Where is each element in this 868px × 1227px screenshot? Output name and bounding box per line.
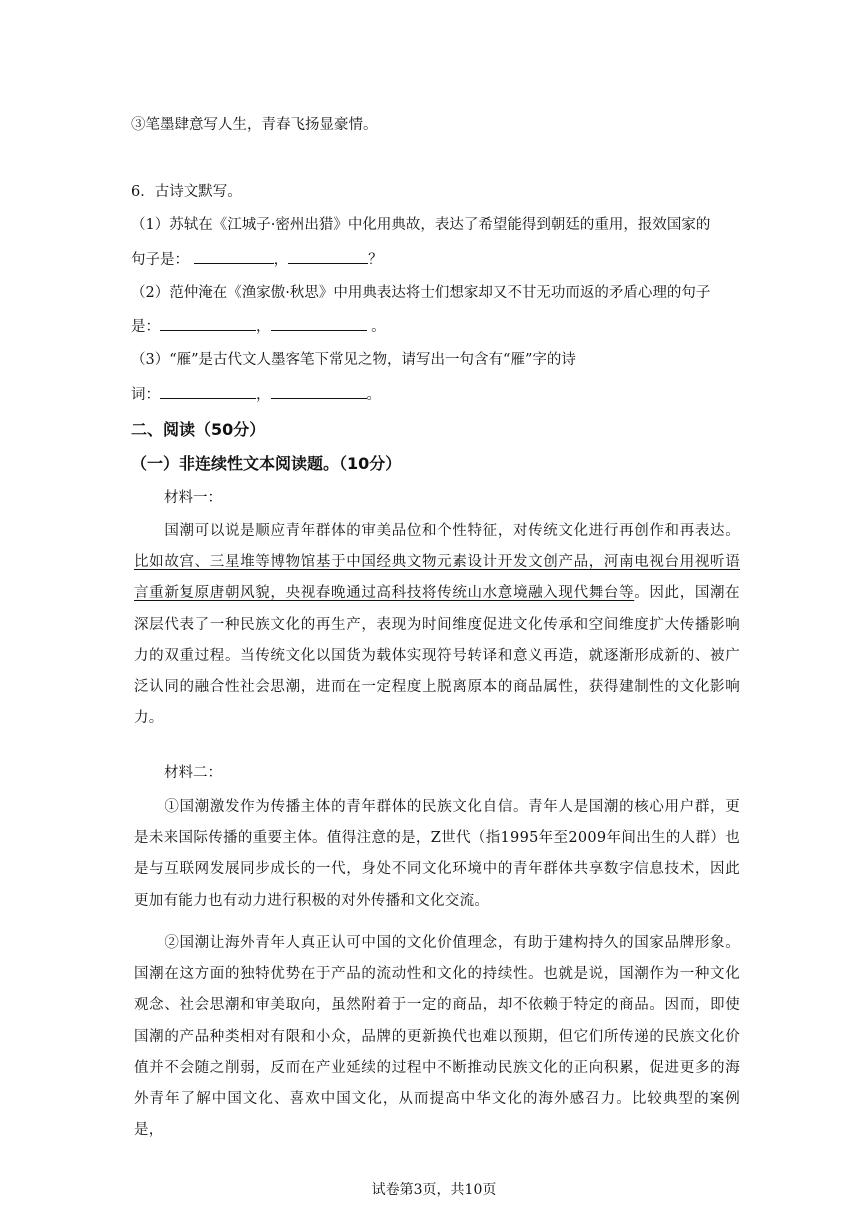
material-1-rest: 。因此，国潮在深层代表了一种民族文化的再生产，表现为时间维度促进文化传承和空间维度扩大传播影响力的双重过程。当传统文化以国货为载体实现符号转译和意义再造，就逐渐形成新的、被广泛认同的融合性社会思潮，进而在一定程度上脱离原本的商品属性，获得建制性的文化影响力。 xyxy=(134,585,740,727)
answer-end: ？ xyxy=(368,252,383,268)
answer-blank[interactable] xyxy=(160,316,256,331)
material-2-paragraph-2 xyxy=(134,928,740,1146)
answer-prefix: 是： xyxy=(131,319,160,335)
answer-blank[interactable] xyxy=(160,384,256,399)
question-6-2-answer-line xyxy=(131,316,386,337)
question-6-title: 6．古诗文默写。 xyxy=(131,184,242,200)
material-1-paragraph xyxy=(134,516,740,734)
question-6-3-prompt: （3）“雁”是古代文人墨客笔下常见之物，请写出一句含有“雁”字的诗 xyxy=(131,352,576,368)
material-1-label: 材料一： xyxy=(164,490,222,506)
material-1-underlined-examples: 比如故宫、三星堆等博物馆基于中国经典文物元素设计开发文创产品，河南电视台用视听语言重新复原唐朝风貌，央视春晚通过高科技将传统山水意境融入现代舞台等 xyxy=(134,554,740,602)
answer-blank[interactable] xyxy=(271,384,367,399)
page-footer: 试卷第3页，共10页 xyxy=(371,1182,497,1198)
answer-blank[interactable] xyxy=(288,249,368,264)
answer-end: 。 xyxy=(371,319,386,335)
question-6-1-answer-line xyxy=(131,249,383,270)
question-6-3-answer-line xyxy=(131,384,381,405)
answer-prefix: 词： xyxy=(131,387,160,403)
answer-blank[interactable] xyxy=(271,316,367,331)
answer-end: 。 xyxy=(366,387,381,403)
material-1-intro: 国潮可以说是顺应青年群体的审美品位和个性特征，对传统文化进行再创作和再表达。 xyxy=(164,523,740,539)
material-2-label: 材料二： xyxy=(164,765,222,781)
answer-separator: ， xyxy=(256,319,271,335)
material-2-paragraph-1 xyxy=(134,792,740,917)
part-1-heading: （一）非连续性文本阅读题。（10分） xyxy=(131,454,402,473)
item-3-text: ③笔墨肆意写人生，青春飞扬显豪情。 xyxy=(131,117,378,133)
answer-blank[interactable] xyxy=(194,249,274,264)
answer-separator: ， xyxy=(273,252,289,268)
question-6-1-prompt: （1）苏轼在《江城子·密州出猎》中化用典故，表达了希望能得到朝廷的重用，报效国家的 xyxy=(131,217,711,233)
answer-prefix: 句子是： xyxy=(131,252,189,268)
section-2-heading: 二、阅读（50分） xyxy=(131,420,266,439)
question-6-2-prompt: （2）范仲淹在《渔家傲·秋思》中用典表达将士们想家却又不甘无功而返的矛盾心理的句子 xyxy=(131,285,711,301)
answer-separator: ， xyxy=(256,387,271,403)
material-2-paragraph-2-text: ②国潮让海外青年人真正认可中国的文化价值理念，有助于建构持久的国家品牌形象。国潮在这方面的独特优势在于产品的流动性和文化的持续性。也就是说，国潮作为一种文化观念、社会思潮和审美取向，虽然附着于一定的商品，却不依赖于特定的商品。因而，即使国潮的产品种类相对有限和小众，品牌的更新换代也难以预期，但它们所传递的民族文化价值并不会随之削弱，反而在产业延续的过程中不断推动民族文化的正向积累，促进更多的海外青年了解中国文化、喜欢中国文化，从而提高中华文化的海外感召力。比较典型的案例是， xyxy=(134,935,740,1139)
material-2-paragraph-1-text: ①国潮激发作为传播主体的青年群体的民族文化自信。青年人是国潮的核心用户群，更是未来国际传播的重要主体。值得注意的是，Z世代（指1995年至2009年间出生的人群）也是与互联网发展同步成长的一代，身处不同文化环境中的青年群体共享数字信息技术，因此更加有能力也有动力进行积极的对外传播和文化交流。 xyxy=(134,799,740,909)
